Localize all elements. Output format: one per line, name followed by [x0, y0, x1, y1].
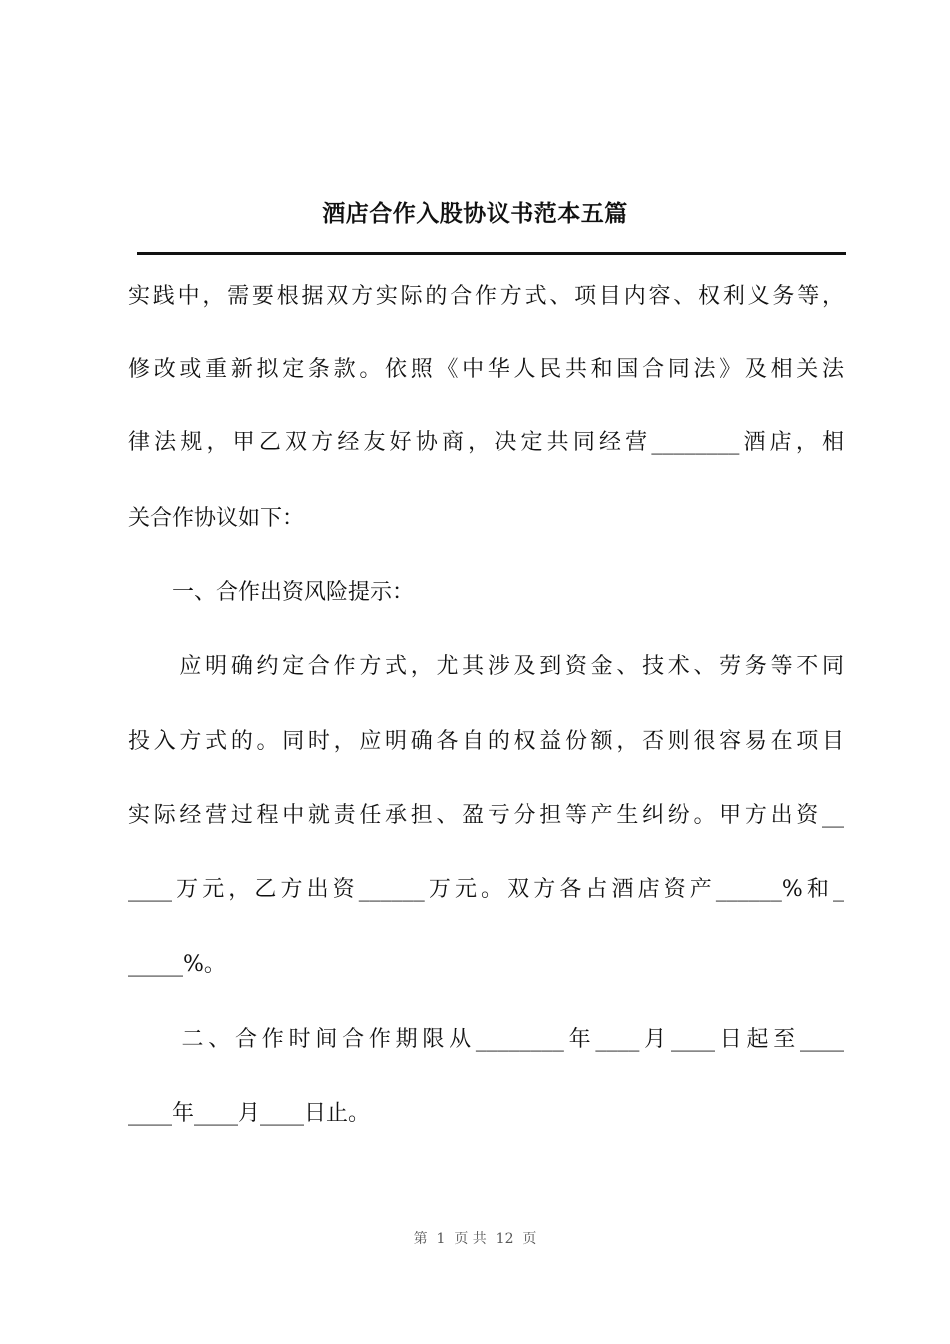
paragraph-line: 投入方式的。同时，应明确各自的权益份额，否则很容易在项目: [128, 729, 844, 754]
paragraph-line: 应明确约定合作方式，尤其涉及到资金、技术、劳务等不同: [128, 654, 844, 679]
paragraph-line: 二、合作时间合作期限从________年____月____日起至____: [128, 1027, 844, 1052]
paragraph-line: ____年____月____日止。: [128, 1101, 371, 1126]
document-title: 酒店合作入股协议书范本五篇: [322, 200, 628, 227]
paragraph-line: 实践中，需要根据双方实际的合作方式、项目内容、权利义务等，: [128, 284, 844, 309]
section-heading: 一、合作出资风险提示：: [128, 580, 415, 605]
paragraph-line: _____%。: [128, 952, 226, 977]
paragraph-line: 律法规，甲乙双方经友好协商，决定共同经营________酒店，相: [128, 430, 844, 455]
paragraph-line: 修改或重新拟定条款。依照《中华人民共和国合同法》及相关法: [128, 357, 844, 382]
paragraph-line: 实际经营过程中就责任承担、盈亏分担等产生纠纷。甲方出资__: [128, 803, 844, 828]
page-number-footer: 第 1 页 共 12 页: [413, 1231, 537, 1247]
paragraph-line: ____万元，乙方出资______万元。双方各占酒店资产______%和_: [128, 877, 844, 902]
paragraph-line: 关合作协议如下：: [128, 506, 305, 531]
title-underline: [137, 252, 846, 255]
